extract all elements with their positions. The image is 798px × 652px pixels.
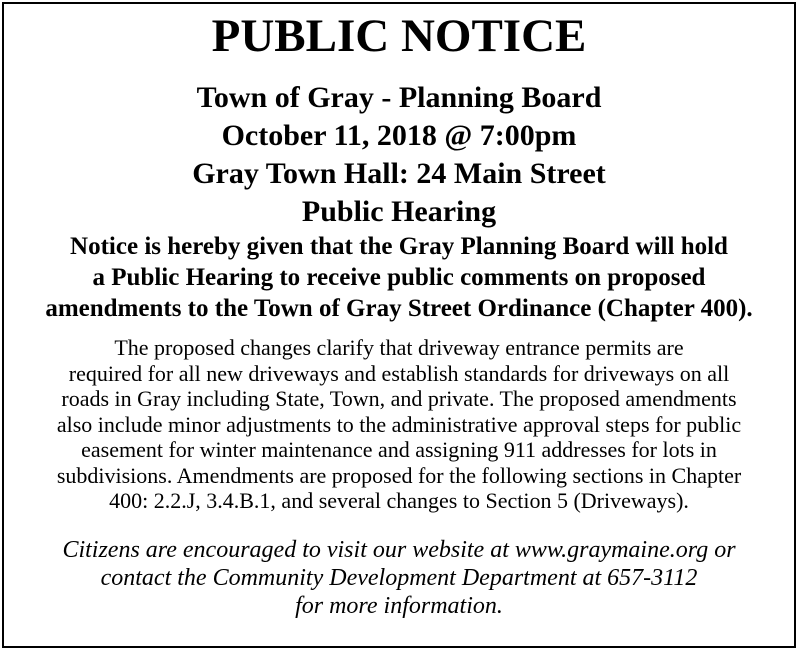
body-line: subdivisions. Amendments are proposed for the following sections in Chapter bbox=[56, 462, 742, 488]
body-line: The proposed changes clarify that driveway entrance permits are bbox=[114, 335, 684, 360]
meeting-location: Gray Town Hall: 24 Main Street bbox=[192, 157, 606, 190]
closing-line: Citizens are encouraged to visit our website at www.graymaine.org or bbox=[62, 537, 736, 563]
public-notice bbox=[2, 2, 796, 648]
closing-line: contact the Community Development Department at 657-3112 bbox=[100, 565, 698, 591]
body-line: easement for winter maintenance and assigning 911 addresses for lots in bbox=[81, 437, 717, 462]
body-paragraph bbox=[10, 335, 788, 514]
closing-paragraph bbox=[10, 536, 788, 620]
notice-headline: PUBLIC NOTICE bbox=[211, 10, 587, 62]
lead-paragraph bbox=[18, 231, 780, 324]
event-type: Public Hearing bbox=[301, 195, 497, 228]
meeting-date-time: October 11, 2018 @ 7:00pm bbox=[221, 119, 577, 152]
body-line: 400: 2.2.J, 3.4.B.1, and several changes to Section 5 (Driveways). bbox=[109, 488, 689, 513]
closing-line: for more information. bbox=[295, 593, 503, 619]
lead-line: a Public Hearing to receive public comments on proposed bbox=[92, 264, 706, 291]
body-line: roads in Gray including State, Town, and private. The proposed amendments bbox=[61, 386, 737, 411]
body-line: required for all new driveways and establish standards for driveways on all bbox=[68, 360, 730, 386]
lead-line: amendments to the Town of Gray Street Ordinance (Chapter 400). bbox=[45, 295, 753, 322]
board-name: Town of Gray - Planning Board bbox=[196, 81, 602, 114]
lead-line: Notice is hereby given that the Gray Planning Board will hold bbox=[70, 233, 728, 260]
body-line: also include minor adjustments to the administrative approval steps for public bbox=[56, 411, 742, 437]
